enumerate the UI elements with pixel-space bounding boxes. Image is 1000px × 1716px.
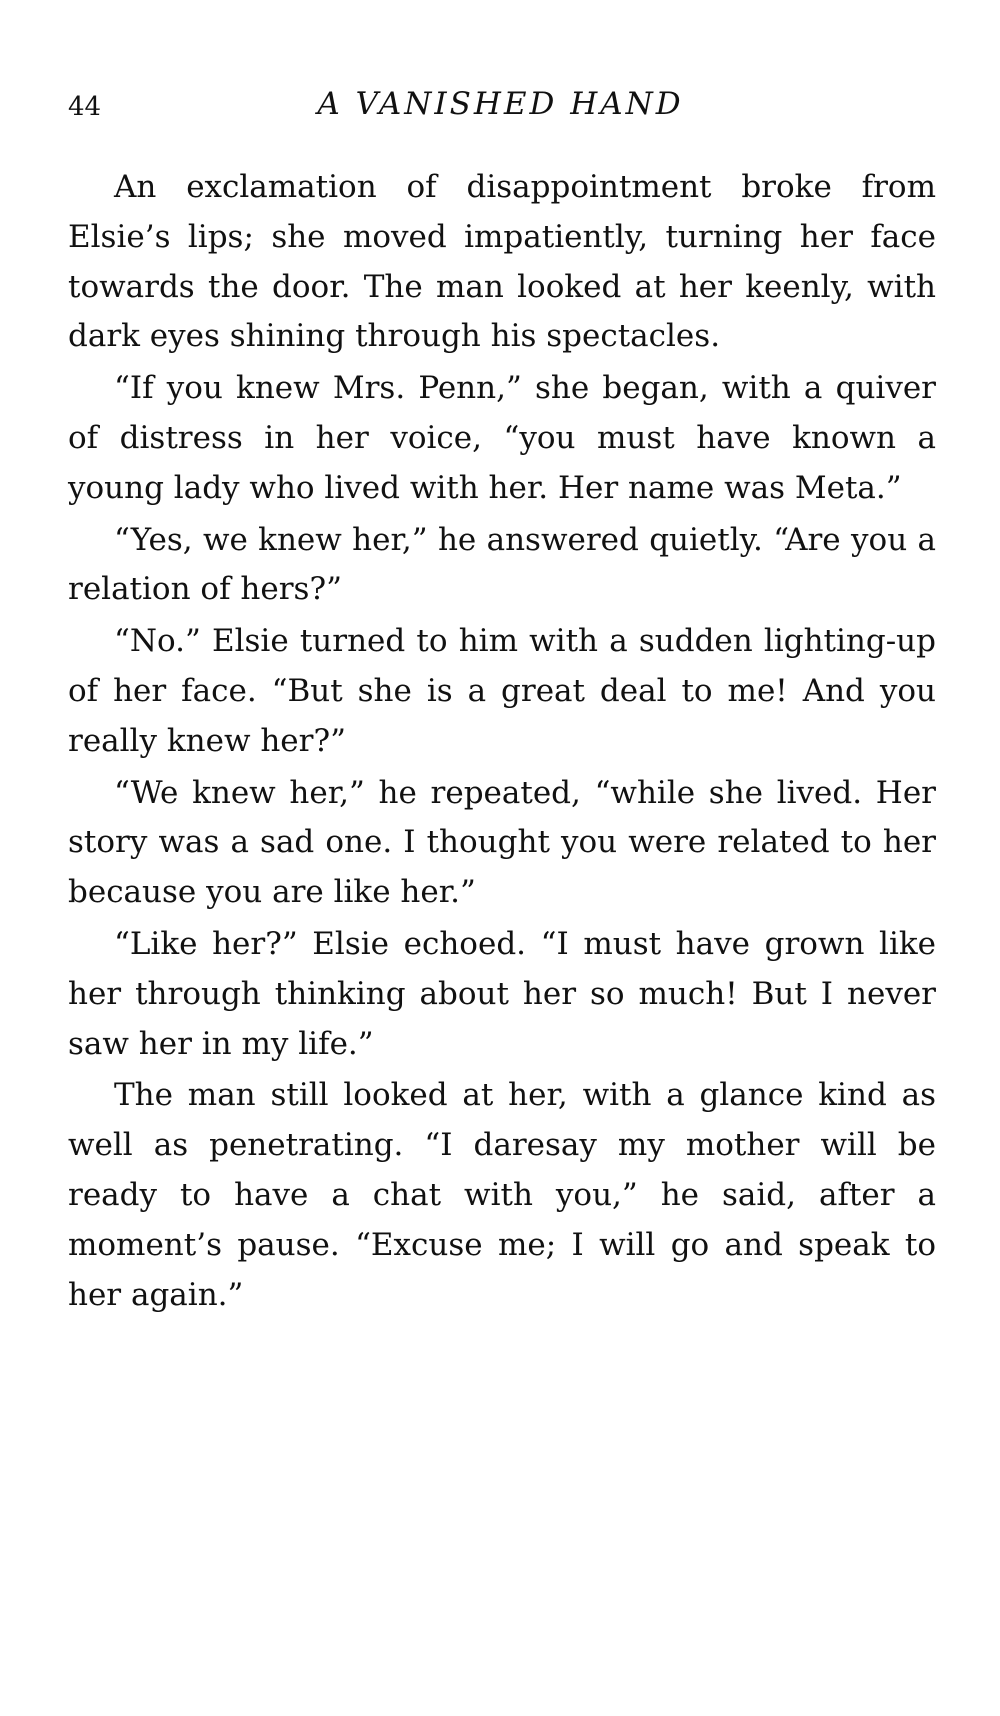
paragraph: “We knew her,” he repeated, “while she lived. Her story was a sad one. I thought you were related to her because you are like her.” bbox=[68, 774, 936, 911]
page-number: 44 bbox=[68, 92, 102, 122]
paragraph: “If you knew Mrs. Penn,” she began, with a quiver of distress in her voice, “you must have known a young lady who lived with her. Her name was Meta.” bbox=[68, 370, 936, 506]
paragraph: “Like her?” Elsie echoed. “I must have grown like her through thinking about her so much! But I never saw her in my life.” bbox=[68, 925, 936, 1062]
paragraph: “No.” Elsie turned to him with a sudden lighting-up of her face. “But she is a great deal to me! And you really knew her?” bbox=[68, 623, 936, 759]
paragraph: The man still looked at her, with a glance kind as well as penetrating. “I daresay my mother will be ready to have a chat with you,” he said, after a moment’s pause. “Excuse me; I will go and speak to her again.” bbox=[68, 1077, 936, 1313]
running-title: A VANISHED HAND bbox=[317, 86, 684, 122]
paragraph: “Yes, we knew her,” he answered quietly. “Are you a relation of hers?” bbox=[68, 521, 936, 608]
paragraph: An exclamation of disappointment broke from Elsie’s lips; she moved impatiently, turning her face towards the door. The man looked at her keenly, with dark eyes shining through his spectacles. bbox=[68, 169, 936, 355]
body-text bbox=[68, 163, 936, 1320]
page-header bbox=[68, 86, 933, 126]
